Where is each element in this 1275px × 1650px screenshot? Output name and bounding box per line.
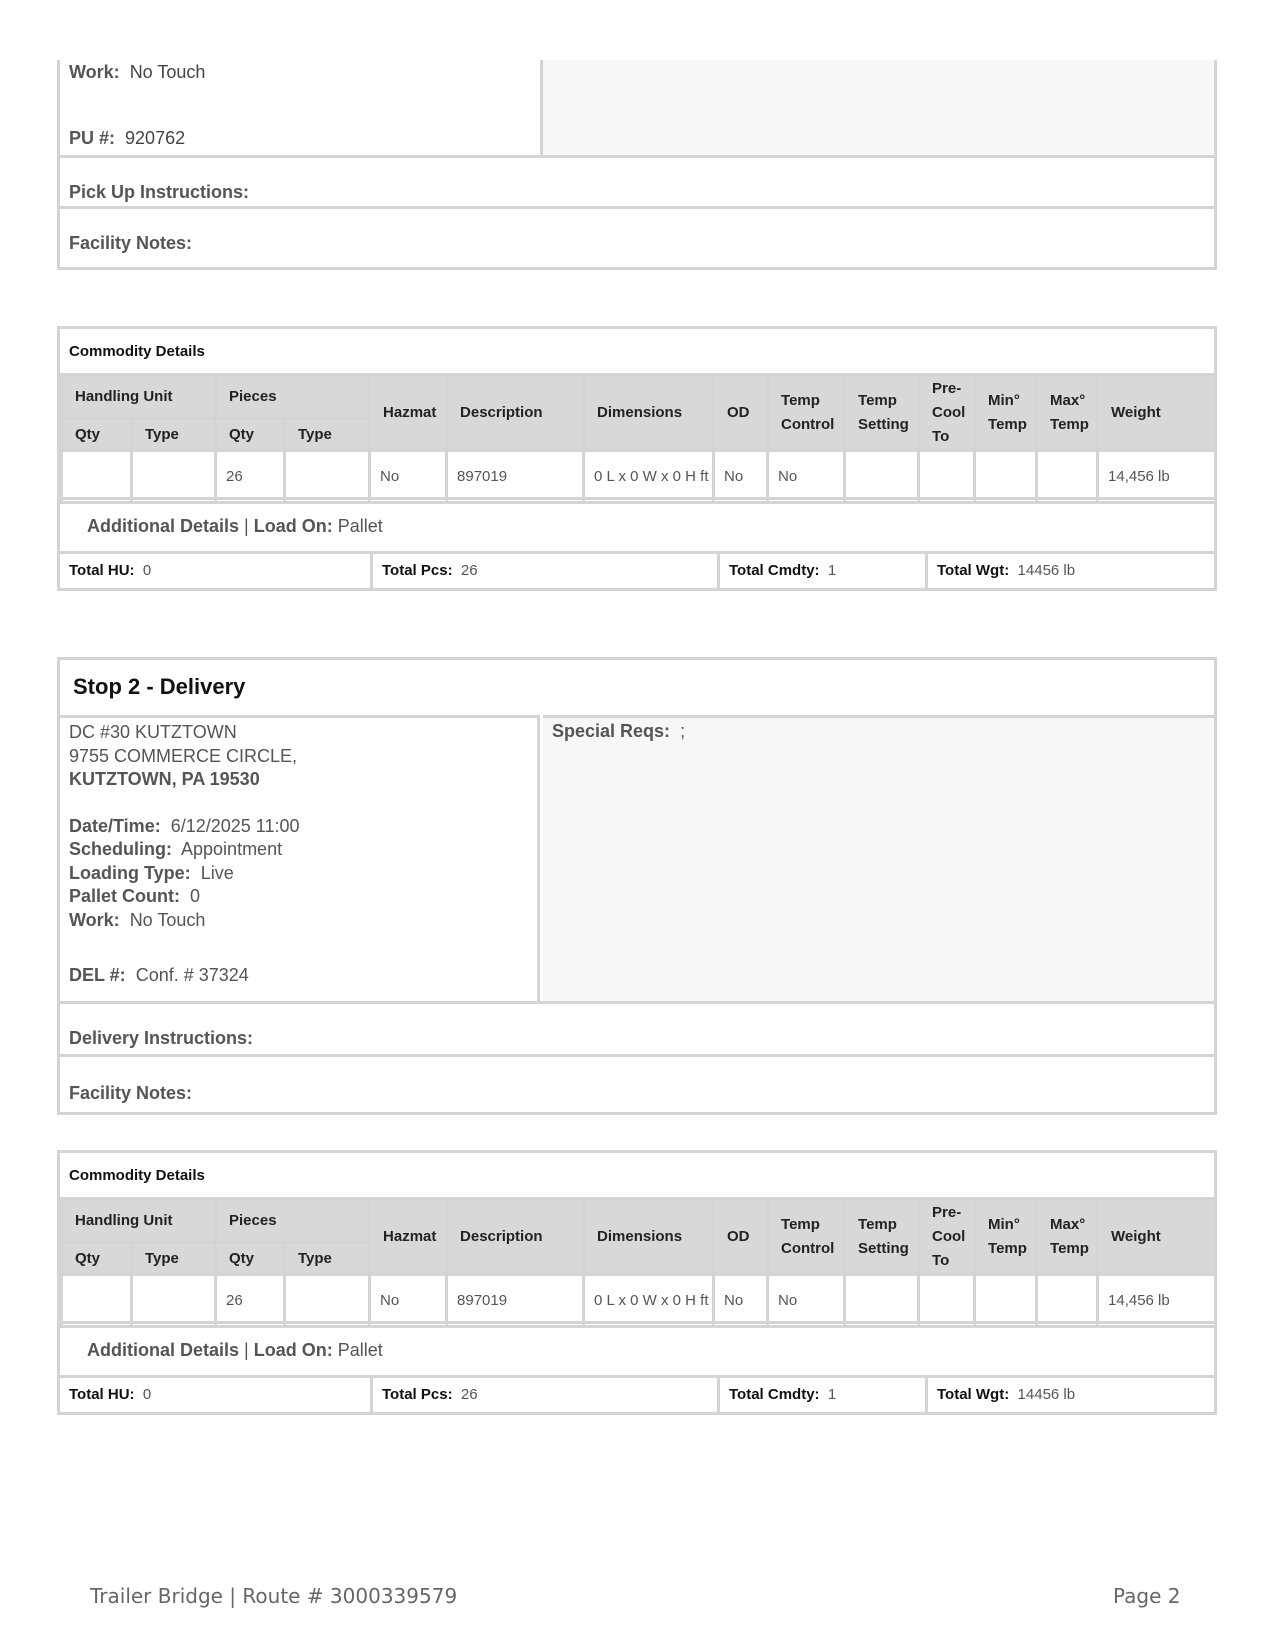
total-pcs-label: Total Pcs: <box>382 562 453 579</box>
special-reqs-value: ; <box>680 721 686 741</box>
total-cmdty-label: Total Cmdty: <box>729 562 820 579</box>
work-line <box>69 909 537 933</box>
header-row-1 <box>62 375 1216 419</box>
pre-cool-cell <box>919 451 975 503</box>
pcs-type-cell <box>285 451 370 503</box>
hu-type-cell <box>132 451 216 503</box>
pre-cool-cell <box>919 1275 975 1327</box>
hazmat-header: Hazmat <box>370 375 447 451</box>
pu-line <box>69 126 185 150</box>
delivery-instructions-label: Delivery Instructions: <box>69 1028 254 1048</box>
total-cmdty <box>720 554 928 588</box>
pcs-qty-header: Qty <box>216 1243 285 1275</box>
pu-value: 920762 <box>125 128 186 148</box>
weight-cell: 14,456 lb <box>1098 451 1216 503</box>
hu-type-header: Type <box>132 419 216 451</box>
temp-setting-header: Temp Setting <box>845 375 919 451</box>
temp-control-cell: No <box>768 1275 845 1327</box>
od-header: OD <box>714 1199 768 1275</box>
max-temp-cell <box>1037 451 1098 503</box>
work-label: Work: <box>69 909 120 930</box>
pallet-count-label: Pallet Count: <box>69 886 180 906</box>
separator: | <box>244 516 249 536</box>
total-cmdty <box>720 1378 928 1412</box>
delivery-instructions <box>60 1001 1214 1057</box>
stop2-details <box>60 715 540 1001</box>
loading-type-line <box>69 862 537 886</box>
pieces-header: Pieces <box>216 1199 370 1243</box>
pre-cool-header: Pre-Cool To <box>919 375 975 451</box>
datetime-label: Date/Time: <box>69 815 161 836</box>
datetime-line <box>69 815 537 839</box>
temp-setting-header: Temp Setting <box>845 1199 919 1275</box>
commodity-details-2 <box>57 1150 1217 1415</box>
temp-control-cell: No <box>768 451 845 503</box>
hu-qty-header: Qty <box>62 1243 132 1275</box>
total-wgt-value: 14456 lb <box>1017 562 1076 579</box>
pallet-count-value: 0 <box>190 886 201 906</box>
total-wgt-label: Total Wgt: <box>937 1386 1010 1403</box>
stop1-special-reqs <box>543 60 1214 158</box>
hu-qty-header: Qty <box>62 419 132 451</box>
pre-cool-header: Pre-Cool To <box>919 1199 975 1275</box>
additional-details <box>60 497 1214 551</box>
commodity-title: Commodity Details <box>69 343 205 360</box>
del-label: DEL #: <box>69 965 126 985</box>
hu-type-header: Type <box>132 1243 216 1275</box>
od-cell: No <box>714 1275 768 1327</box>
pcs-type-header: Type <box>285 1243 370 1275</box>
work-label: Work: <box>69 62 120 82</box>
load-on-value: Pallet <box>337 1340 383 1360</box>
total-hu-value: 0 <box>142 562 152 579</box>
work-line <box>69 60 205 84</box>
pcs-type-cell <box>285 1275 370 1327</box>
total-pcs <box>373 554 720 588</box>
scheduling-line <box>69 838 537 862</box>
additional-details <box>60 1321 1214 1375</box>
header-row-1 <box>62 1199 1216 1243</box>
hu-qty-cell <box>62 1275 132 1327</box>
footer-page-number: Page 2 <box>1113 1584 1181 1608</box>
additional-details-label: Additional Details <box>87 516 240 536</box>
total-hu-label: Total HU: <box>69 1386 135 1403</box>
description-header: Description <box>447 375 584 451</box>
min-temp-cell <box>975 1275 1037 1327</box>
max-temp-header: Max° Temp <box>1037 1199 1098 1275</box>
del-line <box>69 964 249 988</box>
pu-label: PU #: <box>69 128 116 148</box>
totals-row <box>60 551 1214 591</box>
work-value: No Touch <box>129 62 206 82</box>
total-cmdty-value: 1 <box>827 562 837 579</box>
loading-type-label: Loading Type: <box>69 862 191 883</box>
max-temp-cell <box>1037 1275 1098 1327</box>
pcs-qty-cell: 26 <box>216 1275 285 1327</box>
pcs-qty-header: Qty <box>216 419 285 451</box>
handling-unit-header: Handling Unit <box>62 375 216 419</box>
datetime-value: 6/12/2025 11:00 <box>170 815 300 836</box>
total-cmdty-label: Total Cmdty: <box>729 1386 820 1403</box>
facility-notes-label: Facility Notes: <box>69 233 193 253</box>
min-temp-cell <box>975 451 1037 503</box>
total-wgt <box>928 1378 1214 1412</box>
min-temp-header: Min° Temp <box>975 1199 1037 1275</box>
additional-details-label: Additional Details <box>87 1340 240 1360</box>
facility-name: DC #30 KUTZTOWN <box>69 722 237 742</box>
handling-unit-header: Handling Unit <box>62 1199 216 1243</box>
max-temp-header: Max° Temp <box>1037 375 1098 451</box>
total-hu <box>60 1378 373 1412</box>
pieces-header: Pieces <box>216 375 370 419</box>
pickup-facility-notes <box>60 206 1214 264</box>
description-cell: 897019 <box>447 451 584 503</box>
facility-city: KUTZTOWN, PA 19530 <box>69 769 260 789</box>
dimensions-cell: 0 L x 0 W x 0 H ft <box>584 451 714 503</box>
total-wgt <box>928 554 1214 588</box>
separator: | <box>244 1340 249 1360</box>
load-on-label: Load On: <box>253 516 333 536</box>
footer-route: Trailer Bridge | Route # 3000339579 <box>90 1584 458 1608</box>
temp-setting-cell <box>845 451 919 503</box>
temp-setting-cell <box>845 1275 919 1327</box>
commodity-table <box>60 1197 1217 1328</box>
scheduling-value: Appointment <box>181 839 283 859</box>
weight-header: Weight <box>1098 1199 1216 1275</box>
total-pcs <box>373 1378 720 1412</box>
special-reqs-label: Special Reqs: <box>552 721 671 741</box>
commodity-title: Commodity Details <box>69 1167 205 1184</box>
total-hu <box>60 554 373 588</box>
pcs-type-header: Type <box>285 419 370 451</box>
stop2-special-reqs <box>543 715 1214 1001</box>
pallet-count-line <box>69 885 537 909</box>
stop1-continuation <box>57 60 1217 270</box>
dimensions-header: Dimensions <box>584 375 714 451</box>
totals-row <box>60 1375 1214 1415</box>
total-hu-value: 0 <box>142 1386 152 1403</box>
description-cell: 897019 <box>447 1275 584 1327</box>
stop2-title: Stop 2 - Delivery <box>73 674 246 699</box>
load-on-label: Load On: <box>253 1340 333 1360</box>
pickup-instructions <box>60 155 1214 210</box>
pcs-qty-cell: 26 <box>216 451 285 503</box>
hazmat-cell: No <box>370 1275 447 1327</box>
temp-control-header: Temp Control <box>768 375 845 451</box>
od-cell: No <box>714 451 768 503</box>
total-wgt-value: 14456 lb <box>1017 1386 1076 1403</box>
commodity-details-1 <box>57 326 1217 591</box>
total-pcs-value: 26 <box>460 562 478 579</box>
del-value: Conf. # 37324 <box>135 965 249 985</box>
hazmat-cell: No <box>370 451 447 503</box>
stop2-delivery <box>57 657 1217 1115</box>
min-temp-header: Min° Temp <box>975 375 1037 451</box>
total-hu-label: Total HU: <box>69 562 135 579</box>
facility-notes-label: Facility Notes: <box>69 1083 193 1103</box>
hu-qty-cell <box>62 451 132 503</box>
total-cmdty-value: 1 <box>827 1386 837 1403</box>
facility-address: 9755 COMMERCE CIRCLE, <box>69 745 298 766</box>
hu-type-cell <box>132 1275 216 1327</box>
delivery-facility-notes <box>60 1054 1214 1115</box>
od-header: OD <box>714 375 768 451</box>
total-pcs-label: Total Pcs: <box>382 1386 453 1403</box>
stop1-details <box>60 60 543 158</box>
scheduling-label: Scheduling: <box>69 839 172 859</box>
temp-control-header: Temp Control <box>768 1199 845 1275</box>
commodity-table <box>60 373 1217 504</box>
description-header: Description <box>447 1199 584 1275</box>
work-value: No Touch <box>129 909 206 930</box>
weight-header: Weight <box>1098 375 1216 451</box>
table-row <box>62 1275 1216 1327</box>
dimensions-cell: 0 L x 0 W x 0 H ft <box>584 1275 714 1327</box>
hazmat-header: Hazmat <box>370 1199 447 1275</box>
loading-type-value: Live <box>200 862 234 883</box>
pickup-instructions-label: Pick Up Instructions: <box>69 182 250 202</box>
total-pcs-value: 26 <box>460 1386 478 1403</box>
load-on-value: Pallet <box>337 516 383 536</box>
table-row <box>62 451 1216 503</box>
dimensions-header: Dimensions <box>584 1199 714 1275</box>
total-wgt-label: Total Wgt: <box>937 562 1010 579</box>
weight-cell: 14,456 lb <box>1098 1275 1216 1327</box>
